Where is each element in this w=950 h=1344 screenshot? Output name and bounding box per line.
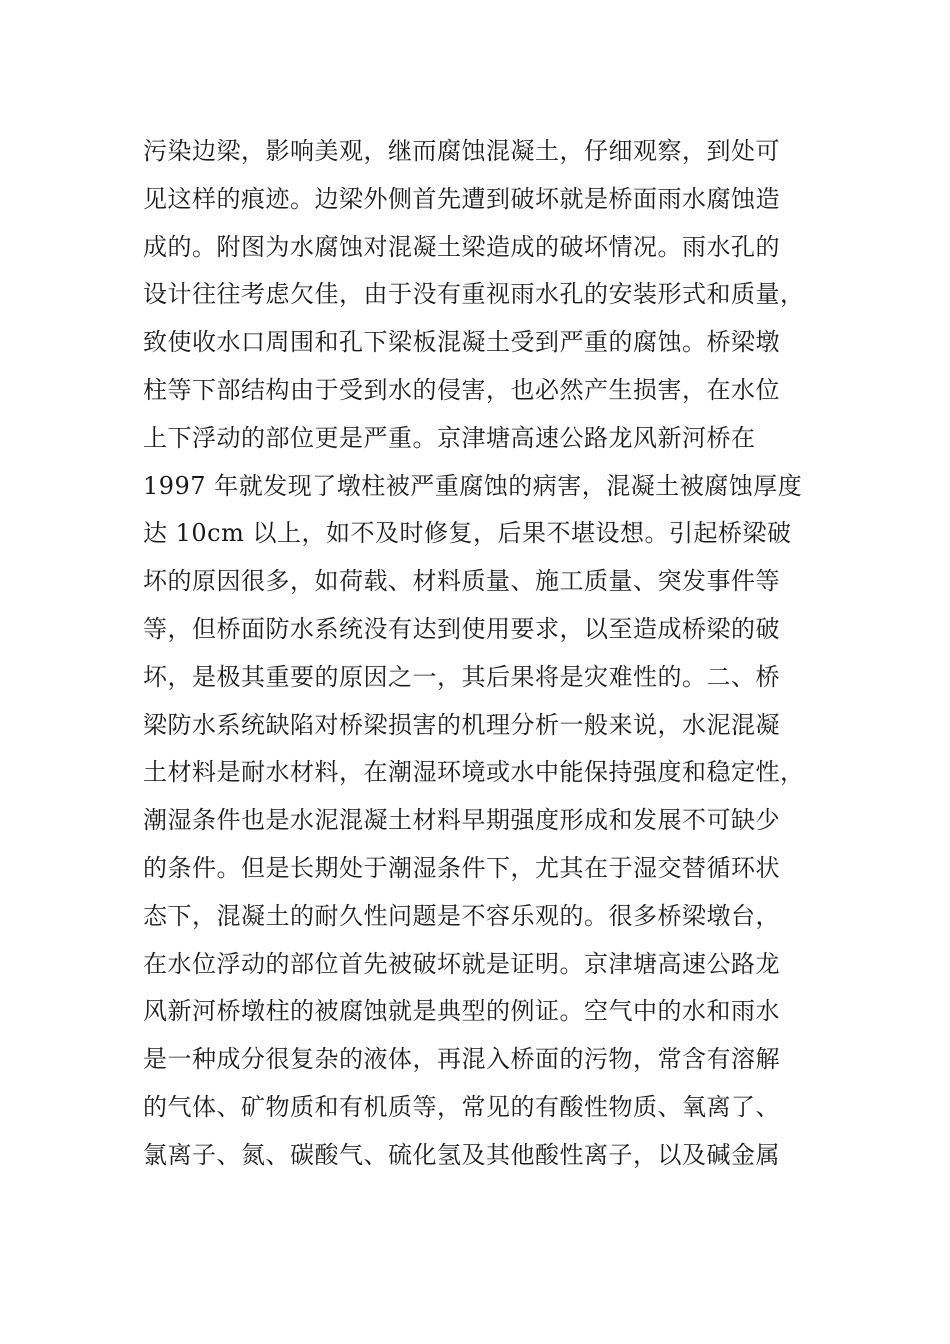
text-line: 潮湿条件也是水泥混凝土材料早期强度形成和发展不可缺少 — [143, 806, 780, 835]
text-line: 达 10cm 以上，如不及时修复，后果不堪设想。引起桥梁破 — [143, 519, 792, 548]
text-line: 设计往往考虑欠佳，由于没有重视雨水孔的安装形式和质量， — [143, 280, 805, 309]
text-line: 的气体、矿物质和有机质等，常见的有酸性物质、氧离了、 — [143, 1092, 780, 1121]
text-line: 土材料是耐水材料，在潮湿环境或水中能保持强度和稳定性， — [143, 758, 805, 787]
text-line: 梁防水系统缺陷对桥梁损害的机理分析一般来说，水泥混凝 — [143, 710, 780, 739]
text-line: 氯离子、氮、碳酸气、硫化氢及其他酸性离子，以及碱金属 — [143, 1140, 780, 1169]
text-line: 上下浮动的部位更是严重。京津塘高速公路龙风新河桥在 — [143, 423, 756, 452]
text-line: 污染边梁，影响美观，继而腐蚀混凝土，仔细观察，到处可 — [143, 137, 780, 165]
text-line: 见这样的痕迹。边梁外侧首先遭到破坏就是桥面雨水腐蚀造 — [143, 184, 780, 213]
text-line: 风新河桥墩柱的被腐蚀就是典型的例证。空气中的水和雨水 — [143, 997, 780, 1026]
text-line: 成的。附图为水腐蚀对混凝土梁造成的破坏情况。雨水孔的 — [143, 232, 780, 261]
text-line: 致使收水口周围和孔下梁板混凝土受到严重的腐蚀。桥梁墩 — [143, 328, 780, 357]
body-text — [143, 128, 823, 1180]
text-line: 1997 年就发现了墩柱被严重腐蚀的病害，混凝土被腐蚀厚度 — [143, 471, 803, 500]
text-line: 坏的原因很多，如荷载、材料质量、施工质量、突发事件等 — [143, 567, 780, 596]
text-line: 等，但桥面防水系统没有达到使用要求，以至造成桥梁的破 — [143, 614, 780, 643]
text-line: 坏，是极其重要的原因之一，其后果将是灾难性的。二、桥 — [143, 662, 780, 691]
text-line: 是一种成分很复杂的液体，再混入桥面的污物，常含有溶解 — [143, 1045, 780, 1074]
text-line: 柱等下部结构由于受到水的侵害，也必然产生损害，在水位 — [143, 375, 780, 404]
text-line: 的条件。但是长期处于潮湿条件下，尤其在于湿交替循环状 — [143, 853, 780, 882]
text-line: 态下，混凝土的耐久性问题是不容乐观的。很多桥梁墩台， — [143, 901, 780, 930]
text-line: 在水位浮动的部位首先被破坏就是证明。京津塘高速公路龙 — [143, 949, 780, 978]
